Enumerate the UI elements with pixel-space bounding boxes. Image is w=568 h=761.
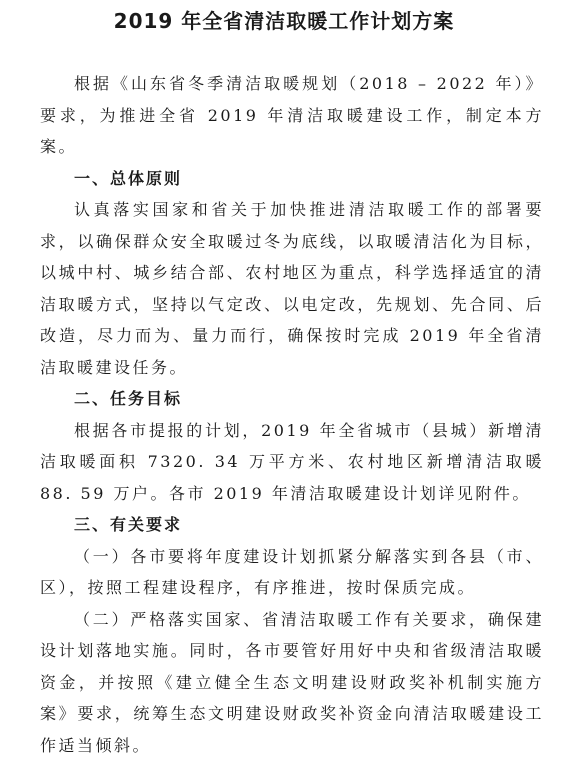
intro-paragraph: 根据《山东省冬季清洁取暖规划（2018 – 2022 年）》要求，为推进全省 2019 年清洁取暖建设工作，制定本方案。 [40, 68, 544, 163]
requirement-item-2: （二）严格落实国家、省清洁取暖工作有关要求，确保建设计划落地实施。同时，各市要管好用好中央和省级清洁取暖资金，并按照《建立健全生态文明建设财政奖补机制实施方案》要求，统筹生态文明建设财政奖补资金向清洁取暖建设工作适当倾斜。 [40, 604, 544, 761]
section-heading-requirements: 三、有关要求 [40, 509, 544, 541]
document-title: 2019 年全省清洁取暖工作计划方案 [0, 6, 568, 36]
document-body [40, 68, 544, 761]
section-heading-goals: 二、任务目标 [40, 383, 544, 415]
section-heading-principles: 一、总体原则 [40, 163, 544, 195]
principles-paragraph: 认真落实国家和省关于加快推进清洁取暖工作的部署要求，以确保群众安全取暖过冬为底线，以取暖清洁化为目标，以城中村、城乡结合部、农村地区为重点，科学选择适宜的清洁取暖方式，坚持以气定改、以电定改，先规划、先合同、后改造，尽力而为、量力而行，确保按时完成 2019 年全省清洁取暖建设任务。 [40, 194, 544, 383]
goals-paragraph: 根据各市提报的计划，2019 年全省城市（县城）新增清洁取暖面积 7320. 34 万平方米、农村地区新增清洁取暖 88. 59 万户。各市 2019 年清洁取暖建设计划详见附件。 [40, 415, 544, 510]
requirement-item-1: （一）各市要将年度建设计划抓紧分解落实到各县（市、区），按照工程建设程序，有序推进，按时保质完成。 [40, 541, 544, 604]
